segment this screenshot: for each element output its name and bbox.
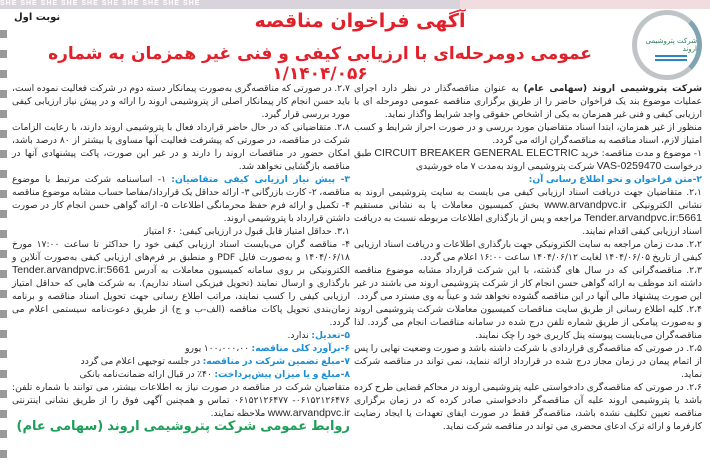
- s3-label: ۳- پیش نیاز ارزیابی کیفی متقاضیان:: [171, 174, 350, 185]
- right-column: [354, 82, 702, 433]
- s1-text-c: شرکت پتروشیمی اروند به‌مدت ۷ ماه خورشیدی: [415, 161, 595, 172]
- section-2-3: ۲،۳. مناقصه‌گرانی که در سال های گذشته، با این شرکت قرارداد مشابه موضوع مناقصه داشته اند موظف به ارائه گواهی حسن انجام کار از شرکت پتروشیمی اروند می باشند در غیر این صورت پیشنهاد مالی آنها در این مناقصه گشوده نخواهد شد و عیناً به وی مسترد می گردد.: [354, 265, 702, 302]
- contact-text-b: ملاحظه نمایند.: [210, 408, 266, 419]
- section-2-heading: ۲-متن فراخوان و نحو اطلاع رسانی آن:: [528, 174, 702, 185]
- watermark-text: SHE SHE SHE SHE SHE SHE SHE SHE SHE SHE: [0, 0, 201, 7]
- section-2-5: ۲،۵. در صورتی که مناقصه‌گری قراردادی با شرکت داشته باشد و صورت وضعیت نهایی را پس از اتمام پیمان در زمان مجاز درج شده در قرارداد ارائه ننماید، نمی تواند در مناقصه شرکت نماید.: [354, 343, 702, 380]
- section-4: [12, 238, 350, 329]
- section-5: [12, 329, 350, 342]
- s21-text: ۲،۱. متقاضیان جهت دریافت اسناد ارزیابی کیفی می بایست به سایت پتروشیمی اروند به نشانی الکترونیکی: [354, 187, 703, 211]
- s1-text-b: طبق درخواست: [354, 148, 702, 172]
- s6-text: ۱۰۰،۰۰۰،۰۰ یورو: [185, 343, 250, 354]
- intro-text: به عنوان مناقصه‌گذار در نظر دارد اجرای عملیات موضوع بند یک فراخوان حاضر را از طریق برگزاری مناقصه عمومی دومرحله ای با ارزیابی کیفی و فنی غیر همزمان به یکی از اشخاص حقوقی واجد شرایط واگذار نماید.: [354, 83, 702, 120]
- s4-text-b: بارگذاری و ارسال نمایند (تحویل فیزیکی اسناد نداریم). به شرکت هایی که حداقل امتیاز ارزیابی کیفی را کسب نمایند، مراتب اطلاع رسانی جهت تحویل اسناد مناقصه و برنامه زمان‌بندی تحویل پاکات مناقصه (الف-ب و ج) از طریق دعوت‌نامه سیستمی اعلام می گردد.: [12, 278, 350, 328]
- s8-text: ۴۰٪ در قبال ارائه ضمانت‌نامه بانکی: [79, 369, 212, 380]
- s1-text: ۱- موضوع و مدت مناقصه: خرید: [580, 148, 703, 159]
- watermark-band: [0, 0, 710, 9]
- title-line-2: عمومی دومرحله‌ای با ارزیابی کیفی و فنی غیر همزمان به شماره ۱/۱۴۰۴/۰۵۶: [48, 44, 592, 84]
- s4-text: ۴- مناقصه گران می‌بایست اسناد ارزیابی کیفی خود را حداکثر تا ساعت ۱۷:۰۰ مورخ ۱۴۰۴/۰۶/۱۸ و به‌صورت فایل PDF و منطبق بر فرم‌های ارزیابی کیفی به‌صورت آنلاین و الکترونیکی بر روی سامانه کمیسیون معاملات به آدرس: [12, 239, 351, 276]
- s7-label: ۷-مبلغ تضمین شرکت در مناقصه:: [202, 356, 350, 367]
- s3-text: ۱- اساسنامه شرکت مرتبط با موضوع مناقصه، ۲- کارت بازرگانی ۳- ارائه حداقل یک قرارداد/مفاصا حساب مشابه موضوع مناقصه ۴- تکمیل و ارائه فرم حفظ محرمانگی اطلاعات ۵- ارائه گواهی حسن انجام کار در صورت داشتن قرارداد با پتروشیمی اروند.: [12, 174, 351, 224]
- s7-text: در جلسه توجیهی اعلام می گردد: [80, 356, 201, 367]
- section-3-1: ۳،۱. حداقل امتیاز قابل قبول در ارزیابی کیفی: ۶۰ امتیاز: [144, 226, 350, 237]
- section-2-4: ۲،۴. کلیه اطلاع رسانی از طریق سایت مناقصات کمیسیون معاملات شرکت پتروشیمی اروند و به‌صورت پیامکی از طریق شماره تلفن درج شده در سامانه مناقصات انجام می گردد. لذا مناقصه‌گران می‌بایست پیوسته پنل کاربری خود را چک نمایند.: [354, 304, 702, 341]
- s5-label: ۵-تعدیل:: [311, 330, 350, 341]
- company-logo: [632, 10, 702, 80]
- section-2-2: ۲،۲. مدت زمان مراجعه به سایت الکترونیکی جهت بارگذاری اطلاعات و دریافت اسناد ارزیابی کیفی از تاریخ ۱۴۰۴/۰۶/۰۵ لغایت ۱۴۰۴/۰۶/۱۲ ساعت ۱۶:۰۰ اعلام می گردد.: [354, 239, 702, 263]
- intro-paragraph: [354, 82, 702, 121]
- public-relations-signature: روابط عمومی شرکت پتروشیمی اروند (سهامی عام): [16, 419, 350, 434]
- section-6: [12, 342, 350, 355]
- website-link[interactable]: www.arvandpvc.ir: [544, 199, 627, 211]
- tender-link[interactable]: Tender.arvandpvc.ir:5661: [584, 212, 702, 224]
- publication-round: نوبت اول: [14, 12, 61, 23]
- title-line-1: آگهی فراخوان مناقصه: [254, 10, 466, 32]
- logo-wave-icon: [655, 55, 687, 61]
- s8-label: ۸-مبلغ و یا میزان پیش‌پرداخت:: [214, 369, 350, 380]
- website-link[interactable]: www.arvandpvc.ir: [267, 407, 350, 419]
- tender-link[interactable]: Tender.arvandpvc.ir:5661: [12, 264, 130, 276]
- s21-text-b: بخش کمیسیون معاملات یا به نشانی مستقیم: [354, 200, 539, 211]
- s21-text-c: مراجعه و پس از بارگذاری اطلاعات مربوطه نسبت به دریافت اسناد ارزیابی کیفی اقدام نمایند.: [354, 213, 702, 237]
- left-column: [12, 82, 350, 433]
- side-watermark: [0, 30, 7, 470]
- contact-text: متقاضیان شرکت در مناقصه در صورت نیاز به اطلاعات بیشتر، می توانند با شماره تلفن: ۰۶۱۵۲۱۲۶۴۷۶- ۰۶۱۵۲۱۲۶۴۷۷ تماس و همچنین آگهی فوق را از طریق نشانی اینترنتی: [12, 382, 350, 406]
- async-note: منظور از غیر همزمان، ابتدا اسناد متقاضیان مورد بررسی و در صورت احراز شرایط و کسب امتیاز لازم، اسناد مناقصه به مناقصه‌گران ارائه می گردد.: [354, 122, 702, 146]
- section-3: [12, 173, 350, 225]
- contact-paragraph: [12, 381, 350, 420]
- request-number: VAS-0259470: [596, 160, 662, 172]
- section-8: [12, 368, 350, 381]
- section-7: [12, 355, 350, 368]
- section-1: [354, 147, 702, 173]
- section-2-7: ۲،۷. در صورتی که مناقصه‌گری به‌صورت پیمانکار دسته دوم در شرکت فعالیت نموده است، باید حسن انجام کار پیمانکار اصلی از پتروشیمی اروند را ارائه و در پیش نیاز ارزیابی کیفی مورد بررسی قرار گیرد.: [12, 83, 350, 120]
- logo-text: شرکت پتروشیمی اروند: [645, 37, 697, 53]
- company-name: شرکت پتروشیمی اروند (سهامی عام): [523, 83, 702, 94]
- section-2-6: ۲،۶. در صورتی که مناقصه‌گری دادخواستی علیه پتروشیمی اروند در محاکم قضایی طرح کرده باشد یا پتروشیمی اروند علیه آن مناقصه‌گر دادخواستی صادر کرده که در زمان برگزاری مناقصه تعیین تکلیف نشده باشد، مناقصه‌گر فقط در صورت ایفای تعهدات یا ایجاد رضایت کارفرما و ارائه ترک ادعای محضری می تواند در مناقصه شرکت نماید.: [354, 382, 702, 432]
- s6-label: ۶-برآورد کلی مناقصه:: [251, 343, 350, 354]
- section-2-8: ۲،۸. متقاضیانی که در حال حاضر قرارداد فعال با پتروشیمی اروند دارند، با رعایت الزامات شرکت در مناقصه، در صورتی که پیشرفت فعالیت آنها مساوی یا بیشتر از ۸۰ درصد باشد، امکان حضور در مناقصات اروند را دارند و در غیر این صورت، پاکت پیشنهادی آنها در مناقصه بازگشایی نخواهد شد.: [12, 122, 350, 172]
- item-name: CIRCUIT BREAKER GENERAL ELECTRIC: [374, 147, 579, 159]
- section-2-1: [354, 186, 702, 238]
- s5-text: ندارد.: [287, 330, 309, 341]
